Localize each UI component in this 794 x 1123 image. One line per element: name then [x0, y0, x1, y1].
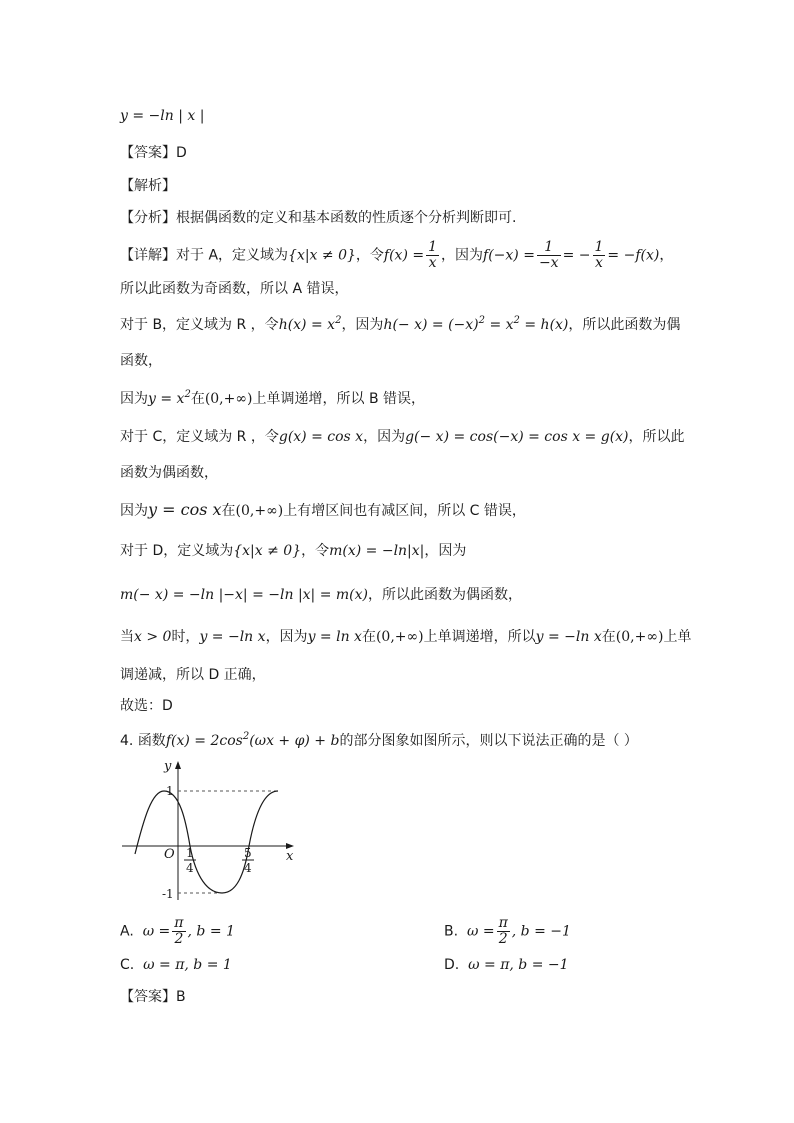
- detail-d-line3-int1: (0,+∞): [375, 629, 424, 645]
- detail-a-text3: ，因为: [441, 247, 484, 264]
- detail-b-eq2: = x: [489, 317, 514, 333]
- detail-d-line3-t5: 上单调递增，所以: [423, 629, 536, 645]
- detail-c-eq: g(− x) = cos(−x) = cos x = g(x): [405, 429, 629, 445]
- detail-c-line2: 函数为偶函数，: [120, 465, 218, 481]
- detail-a-fneg: f(−x) =: [483, 247, 535, 264]
- detail-a-text2: ，令: [355, 247, 384, 264]
- frac-num: π: [498, 915, 508, 931]
- detail-a-text1: 对于 A，定义域为: [176, 247, 289, 264]
- x1-denominator: 4: [186, 861, 194, 875]
- detail-c-line3-text1: 因为: [120, 503, 148, 519]
- question-number: 4.: [120, 733, 134, 749]
- detail-d-line3-y3: y = −ln x: [535, 629, 602, 645]
- detail-b-line3-sup: 2: [184, 389, 191, 400]
- detail-d-line3-y2: y = ln x: [307, 629, 362, 645]
- option-a-pre: ω =: [142, 923, 171, 940]
- detail-b-eq1: h(− x) = (−x): [383, 317, 479, 333]
- detail-c-line3-text3: 上有增区间也有减区间，所以 C 错误，: [283, 503, 526, 519]
- detail-a-domain: {x|x ≠ 0}: [288, 247, 356, 264]
- detail-d-line3: [120, 627, 691, 647]
- option-a-label: A.: [120, 923, 134, 940]
- detail-a-frac3: [593, 240, 606, 271]
- detail-b-h: [279, 317, 342, 333]
- origin-label: O: [164, 847, 175, 862]
- option-b-pre: ω =: [466, 923, 495, 940]
- detail-a-frac1: [426, 240, 439, 271]
- frac-num: π: [174, 915, 184, 931]
- detail-d-text3: ，因为: [424, 543, 467, 559]
- option-a-frac: [172, 916, 185, 947]
- detail-b-line3-interval: (0,+∞): [204, 391, 253, 407]
- detail-choose: 故选：D: [120, 698, 173, 714]
- detail-d-line3-cond: x > 0: [134, 629, 172, 645]
- detail-b-h-base: h(x) = x: [278, 317, 336, 333]
- analysis-tag: 【分析】: [120, 210, 176, 226]
- detail-b-line3-y-base: y = x: [148, 391, 185, 407]
- detail-b-text3: ，所以此函数为偶: [568, 317, 681, 333]
- detail-c-text1: 对于 C，定义域为 R ，令: [120, 429, 279, 445]
- analysis-line: [120, 208, 516, 228]
- y-bottom-label: -1: [162, 887, 174, 901]
- detail-d-line3-t6: 在: [601, 629, 616, 645]
- detail-b-eq2-sup: 2: [513, 315, 520, 326]
- detail-b-h-sup: 2: [335, 315, 342, 326]
- frac-num: 1: [537, 240, 561, 256]
- y-top-label: 1: [166, 784, 174, 798]
- cosine-curve: [135, 791, 278, 893]
- detail-b-line3-text2: 在: [190, 391, 205, 407]
- answer-tag-2: 【答案】: [120, 989, 176, 1005]
- answer-value-2: B: [176, 989, 186, 1005]
- option-d-text: ω = π, b = −1: [468, 957, 569, 973]
- question-formula: [166, 733, 340, 749]
- detail-a-f: f(x) =: [383, 247, 425, 264]
- detail-d-line3-t7: 上单: [663, 629, 692, 645]
- question-4: [120, 731, 638, 751]
- frac-den: 2: [498, 931, 508, 947]
- answer-line-2: [120, 987, 186, 1007]
- option-b-frac: [497, 916, 510, 947]
- frac-den: −x: [538, 255, 559, 271]
- frac-den: 2: [174, 931, 184, 947]
- detail-b-line3-text3: 上单调递增，所以 B 错误，: [252, 391, 426, 407]
- answer-line: [120, 143, 187, 163]
- detail-d-text1: 对于 D，定义域为: [120, 543, 234, 559]
- detail-b-line3-text1: 因为: [120, 391, 148, 407]
- detail-a-fneg-end: = −f(x): [607, 247, 660, 264]
- question-formula-base: f(x) = 2cos: [165, 733, 243, 749]
- detail-c-line3-text2: 在: [221, 503, 236, 519]
- detail-b-line3: [120, 389, 425, 409]
- detail-a-line2: 所以此函数为奇函数，所以 A 错误，: [120, 281, 349, 297]
- detail-d-domain: {x|x ≠ 0}: [233, 543, 302, 559]
- option-a-post: , b = 1: [187, 923, 235, 940]
- option-a: [120, 916, 235, 947]
- option-d-label: D.: [444, 957, 460, 973]
- option-b: [444, 916, 571, 947]
- analysis-text: 根据偶函数的定义和基本函数的性质逐个分析判断即可.: [176, 210, 517, 226]
- option-b-label: B.: [444, 923, 459, 940]
- cosine-graph: [118, 758, 308, 904]
- detail-d-line2-text: ，所以此函数为偶函数，: [368, 587, 523, 603]
- answer-tag: 【答案】: [120, 145, 176, 161]
- option-d: [444, 955, 569, 975]
- option-c-text: ω = π, b = 1: [143, 957, 232, 973]
- detail-d-m: m(x) = −ln|x|: [329, 543, 425, 559]
- detail-d-line3-int2: (0,+∞): [615, 629, 664, 645]
- question-formula-tail: (ωx + φ) + b: [249, 733, 340, 749]
- detail-a-text4: ，: [659, 247, 674, 264]
- detail-d-line3-t1: 当: [120, 629, 134, 645]
- detail-b-text1: 对于 B，定义域为 R ，令: [120, 317, 279, 333]
- y-axis-arrow-icon: [175, 761, 181, 769]
- detail-c-line3: [120, 500, 526, 521]
- detail-c-g: g(x) = cos x: [278, 429, 364, 445]
- x1-numerator: 1: [186, 846, 194, 860]
- detail-d-text2: ，令: [301, 543, 330, 559]
- frac-num: 1: [594, 239, 604, 255]
- x2-numerator: 5: [244, 846, 252, 860]
- detail-d-line3-y1: y = −ln x: [199, 629, 266, 645]
- detail-c-line3-y: y = cos x: [148, 500, 222, 519]
- detail-d-line4: 调递减，所以 D 正确，: [120, 667, 266, 683]
- detail-c-line1: [120, 427, 685, 447]
- x2-denominator: 4: [244, 861, 252, 875]
- frac-num: 1: [428, 239, 438, 255]
- answer-value: D: [176, 145, 187, 161]
- detail-b-eq: [383, 317, 568, 333]
- option-c-label: C.: [120, 957, 135, 973]
- detail-a-line1: [120, 240, 673, 271]
- question-text1: 函数: [137, 733, 166, 749]
- detail-b-eq1-sup: 2: [478, 315, 486, 326]
- option-b-post: , b = −1: [511, 923, 571, 940]
- detail-b-eq3: = h(x): [524, 317, 569, 333]
- detail-b-line1: [120, 315, 680, 335]
- detail-c-text3: ，所以此: [628, 429, 685, 445]
- question-formula-sup: 2: [242, 731, 250, 742]
- detail-b-line2: 函数，: [120, 353, 162, 369]
- detail-d-line1: [120, 541, 466, 561]
- detail-a-fneg-mid: = −: [562, 247, 591, 264]
- frac-den: x: [595, 255, 603, 271]
- x-axis-label: x: [286, 849, 294, 864]
- analysis-title: 【解析】: [120, 178, 176, 194]
- detail-d-line3-t4: 在: [361, 629, 376, 645]
- frac-den: x: [428, 255, 437, 271]
- formula-y-neg-ln-abs-x: y = −ln | x |: [120, 108, 205, 124]
- detail-tag: 【详解】: [120, 247, 176, 264]
- question-text2: 的部分图象如图所示，则以下说法正确的是（ ）: [339, 733, 638, 749]
- detail-b-text2: ，因为: [341, 317, 384, 333]
- detail-a-frac2: [537, 240, 561, 271]
- detail-c-text2: ，因为: [363, 429, 406, 445]
- option-c: [120, 955, 232, 975]
- detail-c-line3-interval: (0,+∞): [235, 503, 284, 519]
- detail-d-line2-eq: m(− x) = −ln |−x| = −ln |x| = m(x): [120, 587, 369, 603]
- detail-d-line2: [120, 585, 522, 605]
- detail-d-line3-t2: 时，: [171, 629, 200, 645]
- detail-b-line3-y: [148, 391, 191, 407]
- y-axis-label: y: [164, 759, 172, 774]
- detail-d-line3-t3: ，因为: [265, 629, 308, 645]
